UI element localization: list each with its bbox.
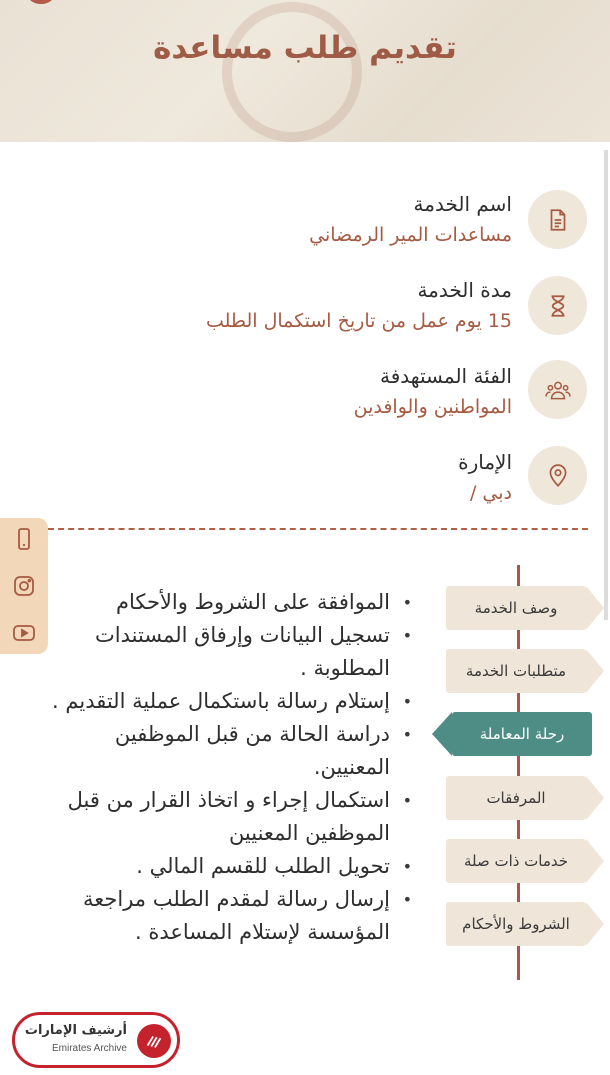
header-decoration-dot bbox=[28, 0, 54, 4]
document-icon bbox=[528, 190, 587, 249]
info-label: الإمارة bbox=[458, 450, 512, 474]
watermark-arabic-text: أرشيف الإمارات bbox=[24, 1023, 127, 1038]
location-pin-icon bbox=[528, 446, 587, 505]
info-row-service-name bbox=[0, 180, 610, 260]
hourglass-icon bbox=[528, 276, 587, 335]
journey-steps-list bbox=[40, 586, 412, 949]
archive-logo-icon bbox=[137, 1024, 171, 1058]
info-row-target-group bbox=[0, 352, 610, 432]
info-label: الفئة المستهدفة bbox=[380, 364, 512, 388]
info-value: مساعدات المير الرمضاني bbox=[309, 224, 512, 246]
list-item: • الموافقة على الشروط والأحكام bbox=[115, 590, 412, 614]
tab-attachments[interactable]: المرفقات bbox=[446, 776, 586, 820]
youtube-icon[interactable] bbox=[9, 618, 39, 648]
info-value: المواطنين والوافدين bbox=[353, 396, 512, 418]
watermark-english-text: Emirates Archive bbox=[51, 1043, 127, 1054]
step-text: إستلام رسالة باستكمال عملية التقديم . bbox=[52, 689, 390, 713]
step-text: الموافقة على الشروط والأحكام bbox=[115, 590, 390, 614]
step-text: دراسة الحالة من قبل الموظفين المعنيين. bbox=[114, 722, 390, 779]
info-row-emirate bbox=[0, 438, 610, 518]
section-divider bbox=[48, 528, 588, 530]
people-icon bbox=[528, 360, 587, 419]
step-text: تسجيل البيانات وإرفاق المستندات المطلوبة . bbox=[95, 623, 390, 680]
emirates-archive-watermark bbox=[12, 1012, 180, 1068]
info-value: 15 يوم عمل من تاريخ استكمال الطلب bbox=[205, 310, 512, 332]
tab-related-services[interactable]: خدمات ذات صلة bbox=[446, 839, 586, 883]
list-item: • استكمال إجراء و اتخاذ القرار من قبل الموظفين المعنيين bbox=[67, 788, 412, 845]
info-value: دبي / bbox=[469, 482, 512, 504]
step-text: تحويل الطلب للقسم المالي . bbox=[136, 854, 390, 878]
tab-transaction-journey[interactable]: رحلة المعاملة bbox=[452, 712, 592, 756]
page-title: تقديم طلب مساعدة bbox=[153, 30, 457, 66]
info-row-service-duration bbox=[0, 266, 610, 346]
tab-service-description[interactable]: وصف الخدمة bbox=[446, 586, 586, 630]
header-decoration-circle bbox=[222, 2, 362, 142]
phone-icon[interactable] bbox=[9, 524, 39, 554]
list-item: • إرسال رسالة لمقدم الطلب مراجعة المؤسسة لإستلام المساعدة . bbox=[83, 887, 412, 944]
list-item: • إستلام رسالة باستكمال عملية التقديم . bbox=[52, 689, 412, 713]
page-header bbox=[0, 0, 610, 142]
step-text: استكمال إجراء و اتخاذ القرار من قبل الموظفين المعنيين bbox=[67, 788, 390, 845]
step-text: إرسال رسالة لمقدم الطلب مراجعة المؤسسة لإستلام المساعدة . bbox=[83, 887, 390, 944]
tab-service-requirements[interactable]: متطلبات الخدمة bbox=[446, 649, 586, 693]
list-item: • تحويل الطلب للقسم المالي . bbox=[136, 854, 412, 878]
info-label: اسم الخدمة bbox=[413, 192, 512, 216]
info-label: مدة الخدمة bbox=[417, 278, 512, 302]
list-item: • دراسة الحالة من قبل الموظفين المعنيين. bbox=[114, 722, 412, 779]
tab-terms-conditions[interactable]: الشروط والأحكام bbox=[446, 902, 586, 946]
instagram-icon[interactable] bbox=[9, 571, 39, 601]
list-item: • تسجيل البيانات وإرفاق المستندات المطلوبة . bbox=[95, 623, 412, 680]
